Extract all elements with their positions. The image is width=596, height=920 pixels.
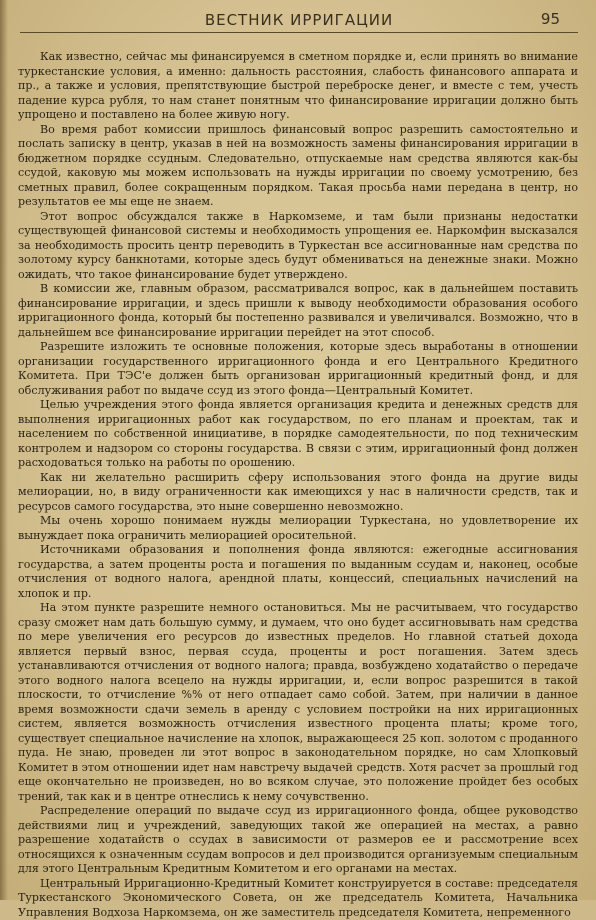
paragraph: Целью учреждения этого фонда является организация кредита и денежных средств для выполнения ирригационных работ как государством, по его планам и проектам, так и населением по собственной инициативе, в порядке самодеятельности, по под техническим контролем и надзором со стороны государства. В связи с этим, ирригационный фонд должен расходоваться только на работы по орошению. <box>18 398 578 471</box>
paragraph: Распределение операций по выдаче ссуд из ирригационного фонда, общее руководство действиями лиц и учреждений, заведующих такой же операцией на местах, а равно разрешение ходатайств о ссудах в зависимости от размеров ее и рассмотрение всех относящихся к означенным ссудам вопросов и дел производится организуемым специальным для этого Центральным Кредитным Комитетом и его органами на местах. <box>18 804 578 877</box>
running-header <box>20 10 578 33</box>
paragraph: Разрешите изложить те основные положения, которые здесь выработаны в отношении организации государственного ирригационного фонда и его Центрального Кредитного Комитета. При ТЭС'е должен быть организован ирригационный кредитный фонд, и для обслуживания работ по выдаче ссуд из этого фонда—Центральный Комитет. <box>18 340 578 398</box>
page-edge-shadow <box>0 0 8 900</box>
paragraph: В комиссии же, главным образом, рассматривался вопрос, как в дальнейшем поставить финансирование ирригации, и здесь пришли к выводу необходимости образования особого ирригационного фонда, который бы постепенно развивался и увеличивался. Возможно, что в дальнейшем все финансирование ирригации перейдет на этот способ. <box>18 282 578 340</box>
article-body <box>18 50 578 920</box>
paragraph: Источниками образования и пополнения фонда являются: ежегодные ассигнования государства, а затем проценты роста и погашения по выданным ссудам и, наконец, особые отчисления от водного налога, арендной платы, концессий, специальных начислений на хлопок и пр. <box>18 543 578 601</box>
page-number: 95 <box>541 10 560 28</box>
paragraph: Центральный Ирригационно-Кредитный Комитет конструируется в составе: председателя Туркестанского Экономического Совета, он же председатель Комитета, Начальника Управления Водхоза Наркомзема, он же заместитель председателя Комитета, непременного <box>18 877 578 920</box>
paragraph: Мы очень хорошо понимаем нужды мелиорации Туркестана, но удовлетворение их вынуждает пока ограничить мелиорацией оросительной. <box>18 514 578 543</box>
paragraph: На этом пункте разрешите немного остановиться. Мы не расчитываем, что государство сразу сможет нам дать большую сумму, и думаем, что оно будет ассигновывать нам средства по мере увеличения его ресурсов до известных пределов. Но главной статьей дохода является первый взнос, первая ссуда, проценты и рост погашения. Затем здесь устанавливаются отчисления от водного налога; правда, возбуждено ходатайство о передаче этого водного налога всецело на нужды ирригации, и, если вопрос разрешится в такой плоскости, то отчисление %% от него отпадает само собой. Затем, при наличии в данное время возможности сдачи земель в аренду с условием постройки на них ирригационных систем, является возможность отчисления известного процента платы; кроме того, существует специальное начисление на хлопок, выражающееся 25 коп. золотом с проданного пуда. Не знаю, проведен ли этот вопрос в законодательном порядке, но сам Хлопковый Комитет в этом отношении идет нам навстречу выдачей средств. Хотя расчет за прошлый год еще окончательно не произведен, но во всяком случае, это положение пройдет без особых трений, так как и в центре отнеслись к нему сочувственно. <box>18 601 578 804</box>
paragraph: Как ни желательно расширить сферу использования этого фонда на другие виды мелиорации, но, в виду ограниченности как имеющихся у нас в наличности средств, так и ресурсов самого государства, это ныне совершенно невозможно. <box>18 471 578 515</box>
paragraph: Этот вопрос обсуждался также в Наркомземе, и там были признаны недостатки существующей финансовой системы и необходимость упрощения ее. Наркомфин высказался за необходимость просить центр переводить в Туркестан все ассигнованные нам средства по золотому курсу банкнотами, которые здесь будут обмениваться на денежные знаки. Можно ожидать, что такое финансирование будет утверждено. <box>18 210 578 283</box>
paragraph: Как известно, сейчас мы финансируемся в сметном порядке и, если принять во внимание туркестанские условия, а именно: дальность расстояния, слабость финансового аппарата и пр., а также и условия, препятствующие быстрой переброске денег, и вместе с тем, учесть падение курса рубля, то нам станет понятным что финансирование ирригации должно быть упрощено и поставлено на более живую ногу. <box>18 50 578 123</box>
journal-title: ВЕСТНИК ИРРИГАЦИИ <box>20 11 578 29</box>
paragraph: Во время работ комиссии пришлось финансовый вопрос разрешить самостоятельно и послать записку в центр, указав в ней на возможность замены финансирования ирригации в бюджетном порядке ссудным. Следовательно, отпускаемые нам средства являются как-бы ссудой, каковую мы можем использовать на нужды ирригации по своему усмотрению, без сметных правил, более сокращенным порядком. Такая просьба нами передана в центр, но результатов ее мы еще не знаем. <box>18 123 578 210</box>
